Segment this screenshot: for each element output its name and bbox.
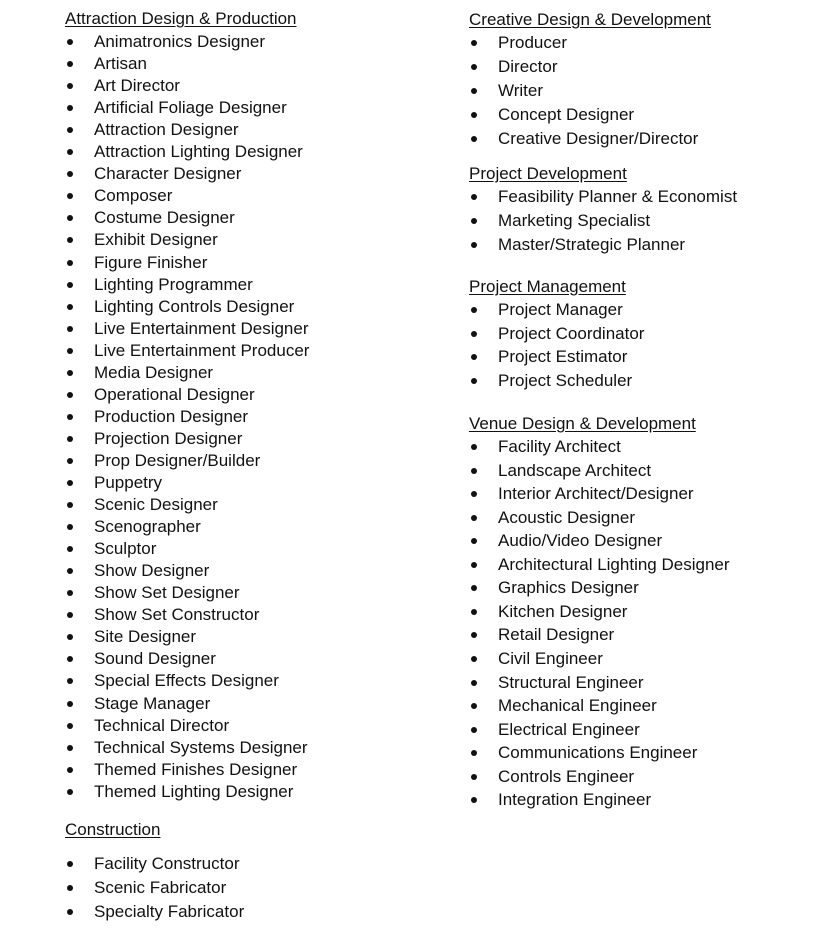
bullet-icon [471, 562, 477, 568]
bullet-icon [67, 260, 73, 266]
list-item: Sound Designer [94, 649, 216, 669]
section-heading: Creative Design & Development [469, 10, 711, 29]
bullet-icon [471, 88, 477, 94]
bullet-icon [471, 136, 477, 142]
bullet-icon [67, 568, 73, 574]
bullet-icon [67, 656, 73, 662]
list-item: Projection Designer [94, 428, 243, 448]
section-heading: Project Development [469, 164, 627, 183]
bullet-icon [67, 885, 73, 891]
bullet-icon [67, 458, 73, 464]
bullet-icon [67, 634, 73, 640]
bullet-icon [67, 149, 73, 155]
list-item: Facility Architect [498, 437, 621, 456]
list-item: Production Designer [94, 406, 249, 426]
bullet-icon [67, 392, 73, 398]
bullet-icon [67, 480, 73, 486]
list-item: Marketing Specialist [498, 211, 651, 230]
list-item: Graphics Designer [498, 578, 639, 598]
list-item: Live Entertainment Designer [94, 318, 309, 338]
bullet-icon [67, 502, 73, 508]
section-heading: Venue Design & Development [469, 414, 696, 433]
bullet-icon [67, 723, 73, 729]
list-item: Exhibit Designer [94, 230, 218, 250]
list-item: Writer [498, 80, 544, 100]
list-item: Concept Designer [498, 104, 635, 124]
list-item: Producer [498, 33, 567, 52]
list-item: Costume Designer [94, 208, 235, 228]
bullet-icon [471, 444, 477, 450]
bullet-icon [67, 909, 73, 915]
list-item: Scenographer [94, 517, 201, 537]
bullet-icon [67, 61, 73, 67]
bullet-icon [471, 64, 477, 70]
bullet-icon [471, 112, 477, 118]
list-item: Retail Designer [498, 625, 615, 645]
bullet-icon [67, 861, 73, 867]
list-item: Lighting Programmer [94, 274, 253, 294]
list-item: Scenic Fabricator [94, 877, 227, 897]
bullet-icon [67, 701, 73, 707]
list-item: Special Effects Designer [94, 671, 279, 691]
bullet-icon [67, 436, 73, 442]
list-item: Attraction Designer [94, 120, 239, 140]
list-item: Show Set Designer [94, 583, 240, 603]
bullet-icon [67, 767, 73, 773]
bullet-icon [67, 237, 73, 243]
bullet-icon [471, 194, 477, 200]
bullet-icon [471, 307, 477, 313]
list-item: Structural Engineer [498, 672, 644, 692]
list-item: Media Designer [94, 362, 214, 382]
list-item: Composer [94, 186, 173, 206]
bullet-icon [471, 218, 477, 224]
list-item: Puppetry [94, 473, 163, 492]
bullet-icon [67, 414, 73, 420]
bullet-icon [471, 585, 477, 591]
bullet-icon [67, 524, 73, 530]
bullet-icon [67, 745, 73, 751]
bullet-icon [67, 370, 73, 376]
list-item: Mechanical Engineer [498, 696, 657, 716]
bullet-icon [471, 491, 477, 497]
bullet-icon [67, 127, 73, 133]
list-item: Kitchen Designer [498, 601, 628, 621]
list-item: Artificial Foliage Designer [94, 98, 287, 118]
list-item: Specialty Fabricator [94, 901, 245, 921]
bullet-icon [471, 727, 477, 733]
bullet-icon [67, 590, 73, 596]
list-item: Controls Engineer [498, 766, 635, 786]
list-item: Landscape Architect [498, 460, 652, 480]
list-item: Architectural Lighting Designer [498, 554, 730, 574]
list-item: Creative Designer/Director [498, 128, 699, 148]
bullet-icon [471, 242, 477, 248]
list-item: Electrical Engineer [498, 719, 640, 739]
list-item: Animatronics Designer [94, 32, 266, 51]
list-item: Live Entertainment Producer [94, 340, 310, 360]
bullet-icon [67, 789, 73, 795]
list-item: Show Set Constructor [94, 605, 260, 625]
list-item: Figure Finisher [94, 252, 208, 272]
list-item: Themed Finishes Designer [94, 759, 298, 779]
list-item: Acoustic Designer [498, 507, 636, 527]
bullet-icon [67, 282, 73, 288]
list-item: Character Designer [94, 164, 242, 184]
list-item: Show Designer [94, 561, 210, 581]
list-item: Interior Architect/Designer [498, 484, 694, 504]
list-item: Audio/Video Designer [498, 531, 663, 551]
list-item: Civil Engineer [498, 648, 603, 668]
bullet-icon [471, 774, 477, 780]
list-item: Project Coordinator [498, 323, 645, 343]
list-item: Feasibility Planner & Economist [498, 187, 738, 206]
bullet-icon [471, 656, 477, 662]
list-item: Stage Manager [94, 693, 211, 713]
list-item: Scenic Designer [94, 495, 218, 515]
bullet-icon [471, 378, 477, 384]
list-item: Attraction Lighting Designer [94, 142, 303, 162]
list-item: Sculptor [94, 539, 157, 559]
section-heading: Attraction Design & Production [65, 9, 297, 28]
list-item: Master/Strategic Planner [498, 235, 686, 254]
list-item: Site Designer [94, 627, 197, 647]
bullet-icon [67, 304, 73, 310]
bullet-icon [67, 39, 73, 45]
bullet-icon [471, 632, 477, 638]
bullet-icon [471, 609, 477, 615]
list-item: Communications Engineer [498, 743, 698, 763]
bullet-icon [471, 331, 477, 337]
list-item: Lighting Controls Designer [94, 296, 295, 316]
list-item: Operational Designer [94, 384, 255, 404]
bullet-icon [67, 612, 73, 618]
bullet-icon [67, 171, 73, 177]
bullet-icon [471, 40, 477, 46]
bullet-icon [67, 546, 73, 552]
bullet-icon [471, 515, 477, 521]
list-item: Artisan [94, 54, 147, 74]
bullet-icon [67, 348, 73, 354]
list-item: Project Estimator [498, 347, 628, 366]
list-item: Project Manager [498, 300, 623, 319]
bullet-icon [67, 678, 73, 684]
list-item: Project Scheduler [498, 370, 633, 390]
bullet-icon [471, 354, 477, 360]
list-item: Themed Lighting Designer [94, 781, 294, 801]
list-item: Art Director [94, 76, 180, 96]
bullet-icon [67, 215, 73, 221]
bullet-icon [471, 538, 477, 544]
list-item: Facility Constructor [94, 854, 240, 873]
list-item: Director [498, 56, 558, 76]
bullet-icon [471, 750, 477, 756]
bullet-icon [67, 83, 73, 89]
section-heading: Project Management [469, 277, 626, 296]
bullet-icon [67, 326, 73, 332]
list-item: Technical Systems Designer [94, 737, 308, 757]
bullet-icon [471, 680, 477, 686]
list-item: Integration Engineer [498, 790, 652, 810]
bullet-icon [471, 797, 477, 803]
bullet-icon [67, 105, 73, 111]
bullet-icon [471, 468, 477, 474]
section-heading: Construction [65, 820, 161, 839]
list-item: Technical Director [94, 715, 230, 735]
bullet-icon [471, 703, 477, 709]
bullet-icon [67, 193, 73, 199]
list-item: Prop Designer/Builder [94, 450, 261, 470]
